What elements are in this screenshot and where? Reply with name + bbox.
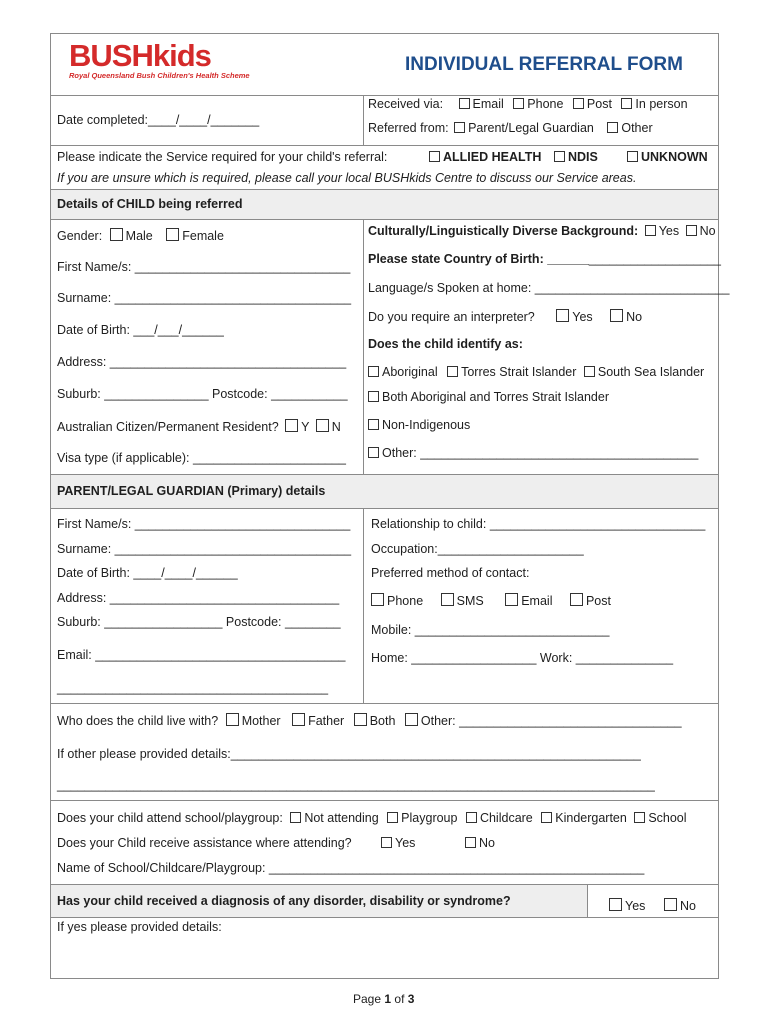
checkbox[interactable]: [465, 837, 476, 848]
page-current: 1: [384, 992, 392, 1006]
checkbox[interactable]: [316, 419, 329, 432]
checkbox[interactable]: [570, 593, 583, 606]
child-section-heading: Details of CHILD being referred: [57, 197, 243, 211]
divider: [50, 474, 719, 475]
interpreter-no-option[interactable]: [610, 310, 642, 324]
lives-other-option[interactable]: [405, 714, 682, 728]
diagnosis-prompt: Has your child received a diagnosis of any disorder, disability or syndrome?: [57, 894, 511, 908]
option-label: Y: [301, 420, 310, 434]
country-of-birth-field[interactable]: [368, 252, 721, 266]
contact-email-option[interactable]: [505, 594, 552, 608]
option-label: N: [331, 420, 341, 434]
checkbox[interactable]: [607, 122, 618, 133]
checkbox[interactable]: [686, 225, 697, 236]
checkbox[interactable]: [627, 151, 638, 162]
received-phone-option[interactable]: [513, 97, 563, 111]
checkbox[interactable]: [541, 812, 552, 823]
parent-email-field[interactable]: Email: ____________________________________: [57, 648, 346, 662]
relationship-field[interactable]: Relationship to child: _______________________________: [371, 517, 706, 531]
option-label: Not attending: [304, 811, 379, 825]
option-label: Male: [125, 229, 153, 243]
service-unknown-option[interactable]: [627, 150, 708, 164]
option-label: Post: [586, 97, 612, 111]
logo-subtitle: Royal Queensland Bush Children's Health Scheme: [69, 71, 250, 80]
option-label: No: [479, 836, 495, 850]
divider: [587, 884, 588, 918]
received-email-option[interactable]: [459, 97, 504, 111]
checkbox[interactable]: [292, 713, 305, 726]
interpreter-label: Do you require an interpreter?: [368, 310, 535, 324]
option-label: Phone: [387, 594, 424, 608]
received-via-label: Received via:: [368, 97, 444, 111]
received-via-row: [368, 97, 688, 111]
option-label: Post: [585, 594, 611, 608]
gender-label: Gender:: [57, 229, 103, 243]
service-allied-health-option[interactable]: [429, 150, 541, 164]
country-line: ___________________: [588, 252, 722, 266]
divider: [50, 145, 719, 146]
option-label: No: [626, 310, 643, 324]
checkbox[interactable]: [290, 812, 301, 823]
checkbox[interactable]: [285, 419, 298, 432]
checkbox[interactable]: [405, 713, 418, 726]
parent-surname-field[interactable]: Surname: __________________________________: [57, 542, 352, 556]
page-total: 3: [407, 992, 415, 1006]
child-surname-field[interactable]: Surname: __________________________________: [57, 291, 352, 305]
citizen-row: [57, 419, 341, 434]
checkbox[interactable]: [381, 837, 392, 848]
parent-suburb-field[interactable]: Suburb: _________________ Postcode: ________: [57, 615, 341, 629]
option-label: Mother: [241, 714, 281, 728]
checkbox[interactable]: [226, 713, 239, 726]
checkbox[interactable]: [387, 812, 398, 823]
diagnosis-no-option[interactable]: [664, 898, 696, 913]
referred-other-option[interactable]: [607, 121, 652, 135]
option-label: Yes: [658, 224, 680, 238]
checkbox[interactable]: [466, 812, 477, 823]
checkbox[interactable]: [368, 391, 379, 402]
checkbox[interactable]: [513, 98, 524, 109]
gender-male-option[interactable]: [110, 229, 153, 243]
identify-other-option[interactable]: [368, 446, 698, 460]
checkbox[interactable]: [609, 898, 622, 911]
identify-heading: Does the child identify as:: [368, 337, 523, 351]
checkbox[interactable]: [621, 98, 632, 109]
country-label: Please state Country of Birth: ______: [368, 252, 589, 266]
option-label: UNKNOWN: [641, 150, 708, 164]
contact-sms-option[interactable]: [441, 594, 484, 608]
contact-post-option[interactable]: [570, 594, 611, 608]
lives-mother-option[interactable]: [226, 714, 281, 728]
divider: [50, 508, 719, 509]
option-label: ALLIED HEALTH: [443, 150, 542, 164]
page-prefix: Page: [353, 992, 382, 1006]
mobile-field[interactable]: Mobile: ____________________________: [371, 623, 610, 637]
gender-female-option[interactable]: [166, 229, 224, 243]
parent-section-heading: PARENT/LEGAL GUARDIAN (Primary) details: [57, 484, 326, 498]
school-school-option[interactable]: [634, 811, 686, 825]
logo-text: BUSHkids: [69, 38, 211, 73]
interpreter-yes-option[interactable]: [556, 310, 592, 324]
school-name-field[interactable]: Name of School/Childcare/Playgroup: ______________________________________________________: [57, 861, 645, 875]
interpreter-row: [368, 309, 642, 324]
checkbox[interactable]: [645, 225, 656, 236]
referred-from-label: Referred from:: [368, 121, 449, 135]
citizen-no-option[interactable]: [316, 420, 341, 434]
divider: [363, 508, 364, 703]
assistance-label: Does your Child receive assistance where attending?: [57, 836, 352, 850]
checkbox[interactable]: [441, 593, 454, 606]
option-label: School: [648, 811, 687, 825]
checkbox[interactable]: [447, 366, 458, 377]
option-label: Parent/Legal Guardian: [468, 121, 594, 135]
option-label: Childcare: [479, 811, 533, 825]
citizen-label: Australian Citizen/Permanent Resident?: [57, 420, 279, 434]
option-label: In person: [635, 97, 688, 111]
referred-parent-option[interactable]: [454, 121, 594, 135]
child-dob-field[interactable]: Date of Birth: ___/___/______: [57, 323, 224, 337]
received-in-person-option[interactable]: [621, 97, 687, 111]
option-label: NDIS: [568, 150, 598, 164]
page-number: [353, 992, 414, 1006]
living-details-line[interactable]: ______________________________________________________________________________________: [57, 778, 655, 792]
contact-phone-option[interactable]: [371, 594, 423, 608]
checkbox[interactable]: [368, 366, 379, 377]
option-label: Phone: [527, 97, 564, 111]
school-attend-row: [57, 811, 687, 825]
checkbox[interactable]: [454, 122, 465, 133]
visa-type-field[interactable]: Visa type (if applicable): ______________________: [57, 451, 346, 465]
option-label: Both Aboriginal and Torres Strait Islander: [382, 390, 609, 404]
identify-row-1: [368, 365, 704, 379]
living-details-field[interactable]: If other please provided details:___________________________________________________________: [57, 747, 641, 761]
divider: [50, 219, 719, 220]
checkbox[interactable]: [371, 593, 384, 606]
divider: [363, 95, 364, 145]
checkbox[interactable]: [459, 98, 470, 109]
language-field[interactable]: Language/s Spoken at home: ____________________________: [368, 281, 730, 295]
assistance-no-option[interactable]: [465, 836, 495, 850]
checkbox[interactable]: [110, 228, 123, 241]
option-label: No: [680, 899, 696, 913]
checkbox[interactable]: [554, 151, 565, 162]
checkbox[interactable]: [505, 593, 518, 606]
citizen-yes-option[interactable]: [285, 420, 309, 434]
lives-father-option[interactable]: [292, 714, 344, 728]
option-label: Yes: [572, 310, 593, 324]
service-note: If you are unsure which is required, please call your local BUSHkids Centre to discuss our Service areas.: [57, 171, 637, 185]
checkbox[interactable]: [573, 98, 584, 109]
identify-non-indigenous-option[interactable]: [368, 418, 470, 432]
checkbox[interactable]: [354, 713, 367, 726]
option-label: Other: ________________________________: [420, 714, 682, 728]
diagnosis-yes-option[interactable]: [609, 898, 645, 913]
checkbox[interactable]: [429, 151, 440, 162]
school-childcare-option[interactable]: [466, 811, 533, 825]
cald-row: [368, 224, 716, 238]
divider: [50, 95, 719, 96]
option-label: Torres Strait Islander: [461, 365, 577, 379]
parent-email-line[interactable]: _______________________________________: [57, 681, 329, 695]
checkbox[interactable]: [664, 898, 677, 911]
option-label: Aboriginal: [382, 365, 438, 379]
option-label: Other: [621, 121, 653, 135]
option-label: Yes: [625, 899, 646, 913]
option-label: South Sea Islander: [597, 365, 705, 379]
divider: [50, 703, 719, 704]
checkbox[interactable]: [634, 812, 645, 823]
parent-first-name-field[interactable]: First Name/s: _______________________________: [57, 517, 351, 531]
option-label: Other: ________________________________________: [382, 446, 699, 460]
service-prompt: Please indicate the Service required for your child's referral:: [57, 150, 388, 164]
identify-tsi-option[interactable]: [447, 365, 576, 379]
option-label: Email: [472, 97, 504, 111]
checkbox[interactable]: [584, 366, 595, 377]
checkbox[interactable]: [368, 447, 379, 458]
option-label: No: [699, 224, 716, 238]
school-attend-label: Does your child attend school/playgroup:: [57, 811, 283, 825]
option-label: Father: [308, 714, 345, 728]
divider: [50, 917, 719, 918]
school-playgroup-option[interactable]: [387, 811, 457, 825]
option-label: Non-Indigenous: [382, 418, 471, 432]
lives-both-option[interactable]: [354, 714, 396, 728]
option-label: Both: [369, 714, 396, 728]
checkbox[interactable]: [556, 309, 569, 322]
option-label: Playgroup: [401, 811, 458, 825]
referred-from-row: [368, 121, 653, 135]
parent-dob-field[interactable]: Date of Birth: ____/____/______: [57, 566, 238, 580]
divider: [50, 189, 719, 190]
school-kindergarten-option[interactable]: [541, 811, 627, 825]
option-label: Female: [182, 229, 224, 243]
cald-no-option[interactable]: [686, 224, 716, 238]
gender-row: [57, 228, 224, 243]
form-title: INDIVIDUAL REFERRAL FORM: [405, 54, 683, 75]
logo: [69, 38, 250, 80]
parent-address-field[interactable]: Address: _________________________________: [57, 591, 340, 605]
occupation-field[interactable]: Occupation:_____________________: [371, 542, 584, 556]
identify-ssi-option[interactable]: [584, 365, 704, 379]
page-of: of: [394, 992, 405, 1006]
option-label: Email: [521, 594, 553, 608]
service-ndis-option[interactable]: [554, 150, 598, 164]
school-not-attending-option[interactable]: [290, 811, 378, 825]
contact-method-row: [371, 593, 611, 608]
divider: [50, 800, 719, 801]
option-label: Kindergarten: [555, 811, 627, 825]
diagnosis-details-label: If yes please provided details:: [57, 920, 222, 934]
cald-yes-option[interactable]: [645, 224, 679, 238]
option-label: Yes: [395, 836, 416, 850]
child-suburb-field[interactable]: Suburb: _______________ Postcode: ___________: [57, 387, 348, 401]
lives-with-label: Who does the child live with?: [57, 714, 219, 728]
lives-with-row: [57, 713, 682, 728]
assistance-yes-option[interactable]: [381, 836, 415, 850]
divider: [50, 884, 719, 885]
date-completed-field[interactable]: Date completed:____/____/_______: [57, 113, 260, 127]
home-work-field[interactable]: Home: __________________ Work: ______________: [371, 651, 674, 665]
identify-aboriginal-option[interactable]: [368, 365, 438, 379]
child-first-name-field[interactable]: First Name/s: _______________________________: [57, 260, 351, 274]
checkbox[interactable]: [610, 309, 623, 322]
received-post-option[interactable]: [573, 97, 612, 111]
divider: [363, 219, 364, 474]
option-label: SMS: [456, 594, 484, 608]
cald-label: Culturally/Linguistically Diverse Background:: [368, 224, 639, 238]
child-address-field[interactable]: Address: __________________________________: [57, 355, 347, 369]
checkbox[interactable]: [368, 419, 379, 430]
identify-both-option[interactable]: [368, 390, 609, 404]
checkbox[interactable]: [166, 228, 179, 241]
contact-method-label: Preferred method of contact:: [371, 566, 530, 580]
